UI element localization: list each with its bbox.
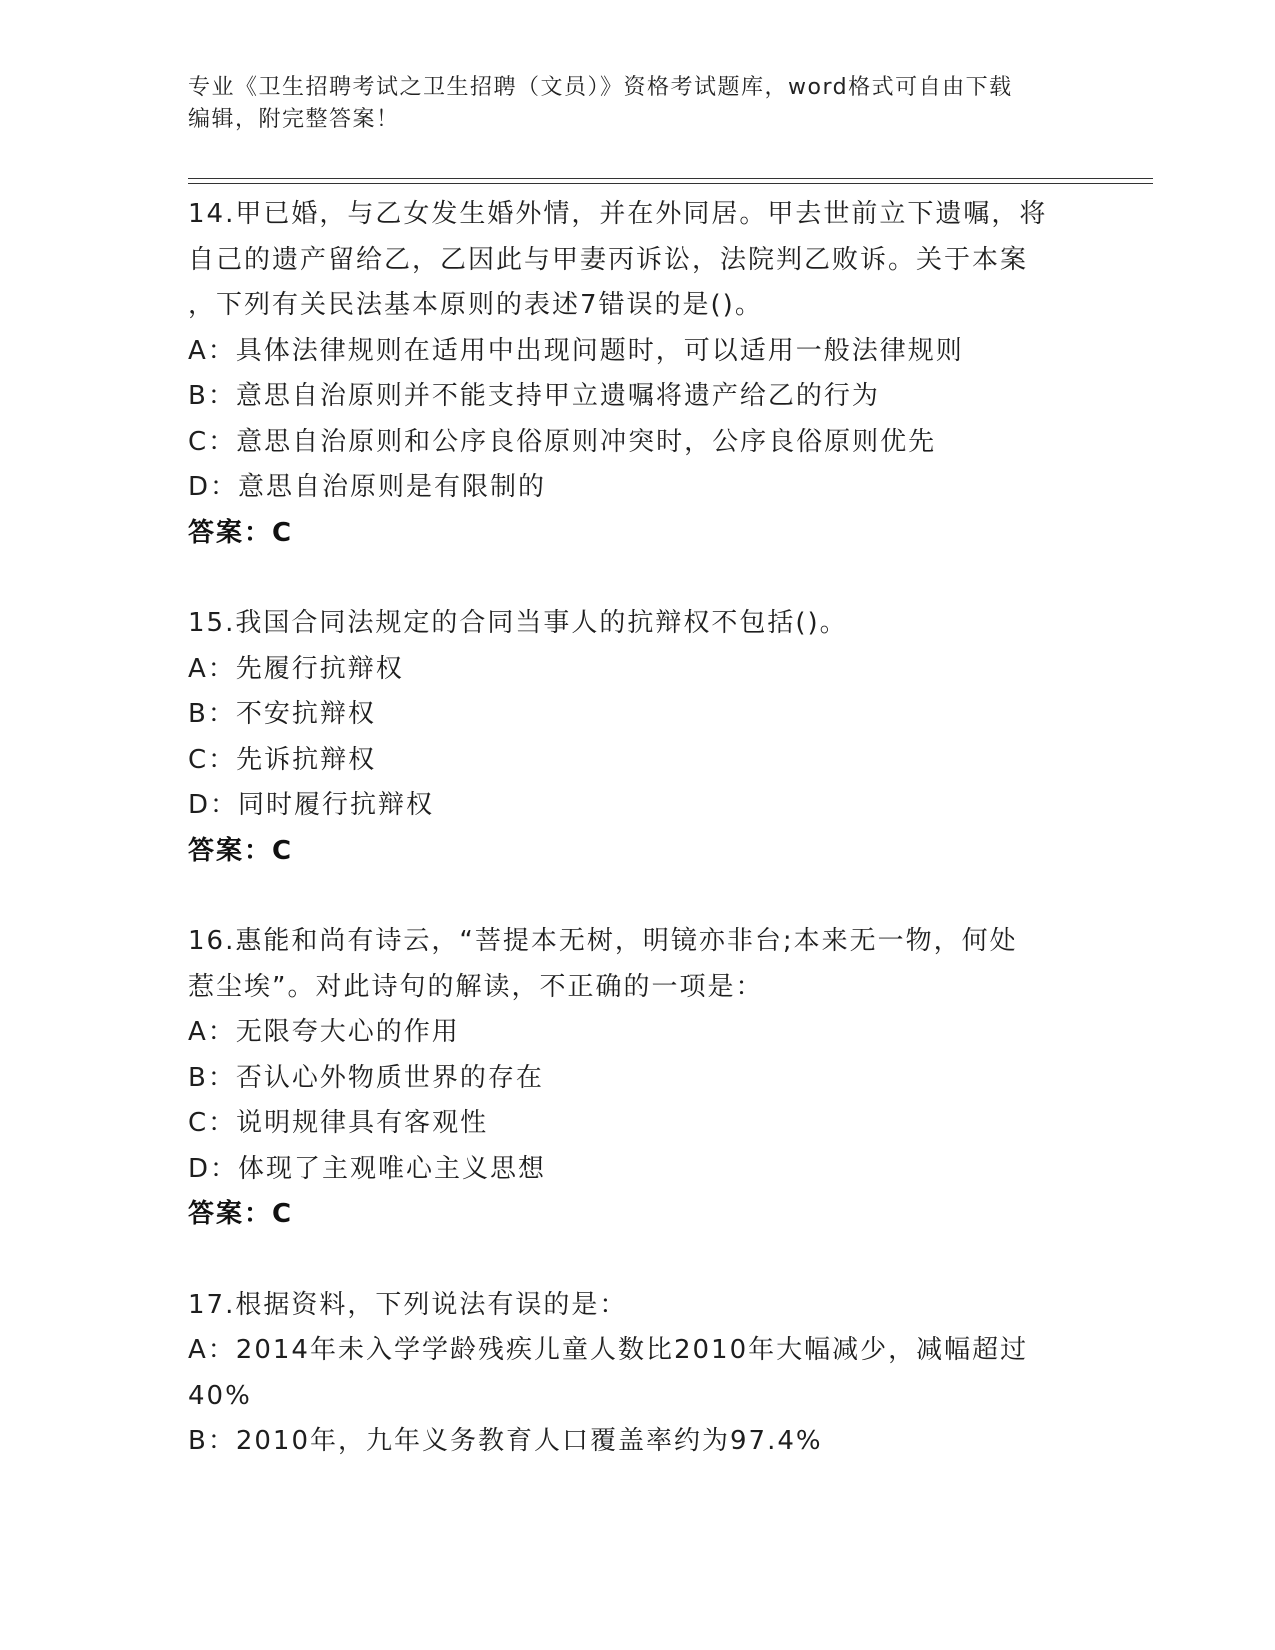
question-text-line: 17.根据资料，下列说法有误的是： <box>188 1289 628 1320</box>
question-15 <box>188 601 1088 874</box>
answer: 答案：C <box>188 517 294 548</box>
question-text-line: 15.我国合同法规定的合同当事人的抗辩权不包括()。 <box>188 608 848 638</box>
answer: 答案：C <box>188 1199 294 1229</box>
option-a: A：具体法律规则在适用中出现问题时，可以适用一般法律规则 <box>188 335 964 366</box>
option-a-continued: 40% <box>188 1380 252 1411</box>
question-text-line: 惹尘埃”。对此诗句的解读，不正确的一项是： <box>188 971 764 1002</box>
option-b: B：不安抗辩权 <box>188 699 376 729</box>
question-16 <box>188 919 1088 1238</box>
option-d: D：意思自治原则是有限制的 <box>188 472 547 502</box>
question-text-line: 自己的遗产留给乙，乙因此与甲妻丙诉讼，法院判乙败诉。关于本案 <box>188 244 1029 275</box>
document-header <box>188 72 1088 136</box>
option-d: D：体现了主观唯心主义思想 <box>188 1153 547 1184</box>
question-text-line: 14.甲已婚，与乙女发生婚外情，并在外同居。甲去世前立下遗嘱，将 <box>188 199 1048 229</box>
question-17 <box>188 1283 1088 1465</box>
answer: 答案：C <box>188 835 294 866</box>
header-line-2: 编辑，附完整答案！ <box>188 107 400 132</box>
question-14 <box>188 192 1088 556</box>
option-b: B：意思自治原则并不能支持甲立遗嘱将遗产给乙的行为 <box>188 381 880 411</box>
option-b: B：2010年，九年义务教育人口覆盖率约为97.4% <box>188 1426 823 1456</box>
option-a: A：先履行抗辩权 <box>188 653 404 684</box>
header-line-1: 专业《卫生招聘考试之卫生招聘（文员）》资格考试题库，word格式可自由下载 <box>188 75 1013 100</box>
option-c: C：先诉抗辩权 <box>188 744 377 775</box>
option-a: A：无限夸大心的作用 <box>188 1017 460 1047</box>
option-c: C：说明规律具有客观性 <box>188 1108 489 1138</box>
option-a: A：2014年未入学学龄残疾儿童人数比2010年大幅减少，减幅超过 <box>188 1335 1029 1365</box>
option-b: B：否认心外物质世界的存在 <box>188 1062 544 1093</box>
option-d: D：同时履行抗辩权 <box>188 790 435 820</box>
question-list <box>188 192 1088 1510</box>
header-divider-bottom <box>188 183 1153 184</box>
header-divider-top <box>188 178 1153 179</box>
option-c: C：意思自治原则和公序良俗原则冲突时，公序良俗原则优先 <box>188 426 937 457</box>
question-text-line: ，下列有关民法基本原则的表述7错误的是()。 <box>188 290 763 320</box>
question-text-line: 16.惠能和尚有诗云，“菩提本无树，明镜亦非台;本来无一物，何处 <box>188 926 1018 956</box>
